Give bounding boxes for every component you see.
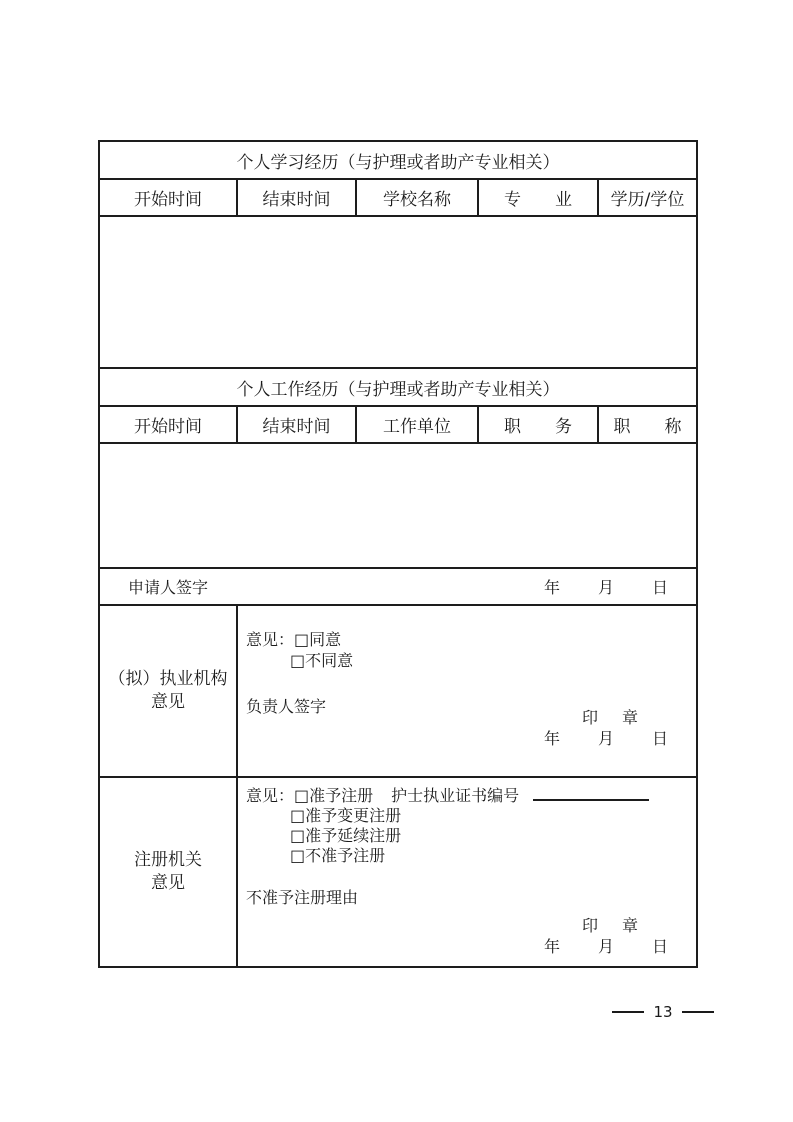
checkbox-disagree-icon[interactable]: □ — [290, 651, 306, 670]
disagree-option-label: 不同意 — [305, 651, 354, 670]
registry-opinion-label — [99, 777, 237, 967]
deny-reason-label: 不准予注册理由 — [246, 888, 359, 907]
responsible-person-signature-label: 负责人签字 — [246, 697, 327, 716]
education-header-major: 专 业 — [478, 179, 598, 216]
work-header-start-time: 开始时间 — [99, 406, 237, 443]
work-records-area[interactable] — [99, 443, 697, 568]
institution-seal-label: 印 章 — [581, 708, 642, 727]
institution-opinion-cell — [237, 605, 697, 777]
institution-opinion-prefix: 意见： — [246, 630, 295, 649]
work-header-position: 职 务 — [478, 406, 598, 443]
nurse-license-number-field[interactable] — [533, 787, 649, 801]
education-header-school-name: 学校名称 — [356, 179, 478, 216]
checkbox-deny-registration-icon[interactable]: □ — [290, 846, 306, 865]
page-number-dash — [612, 1011, 644, 1013]
approve-renewal-option-label: 准予延续注册 — [305, 826, 402, 845]
checkbox-approve-renewal-icon[interactable]: □ — [290, 826, 306, 845]
applicant-signature-row[interactable] — [99, 568, 697, 605]
education-table-title: 个人学习经历（与护理或者助产专业相关） — [99, 141, 697, 179]
registry-date-label: 年 月 日 — [543, 937, 670, 956]
agree-option-label: 同意 — [309, 630, 342, 649]
registry-opinion-cell — [237, 777, 697, 967]
work-header-end-time: 结束时间 — [237, 406, 356, 443]
deny-registration-option-label: 不准予注册 — [305, 846, 386, 865]
checkbox-agree-icon[interactable]: □ — [294, 630, 310, 649]
institution-opinion-label-line1: （拟）执业机构 — [108, 669, 228, 689]
applicant-date-label: 年 月 日 — [543, 578, 670, 597]
education-header-end-time: 结束时间 — [237, 179, 356, 216]
institution-opinion-label — [99, 605, 237, 777]
registry-opinion-prefix: 意见： — [246, 786, 295, 805]
page-footer — [598, 1003, 728, 1021]
applicant-signature-label: 申请人签字 — [128, 578, 209, 597]
education-records-area[interactable] — [99, 216, 697, 368]
registry-opinion-label-line2: 意见 — [151, 873, 185, 893]
work-table-title: 个人工作经历（与护理或者助产专业相关） — [99, 368, 697, 406]
checkbox-approve-change-icon[interactable]: □ — [290, 806, 306, 825]
work-header-title: 职 称 — [598, 406, 697, 443]
registry-opinion-label-line1: 注册机关 — [134, 850, 202, 870]
checkbox-approve-registration-icon[interactable]: □ — [294, 786, 310, 805]
nurse-registration-form-table — [98, 140, 698, 968]
work-header-employer: 工作单位 — [356, 406, 478, 443]
registry-seal-label: 印 章 — [581, 916, 642, 935]
approve-change-option-label: 准予变更注册 — [305, 806, 402, 825]
institution-opinion-label-line2: 意见 — [151, 692, 185, 712]
page-number: 13 — [653, 1003, 673, 1021]
education-header-start-time: 开始时间 — [99, 179, 237, 216]
nurse-license-number-label: 护士执业证书编号 — [391, 786, 520, 805]
education-header-degree: 学历/学位 — [598, 179, 697, 216]
institution-date-label: 年 月 日 — [543, 729, 670, 748]
approve-registration-option-label: 准予注册 — [309, 786, 374, 805]
page-number-dash — [682, 1011, 714, 1013]
